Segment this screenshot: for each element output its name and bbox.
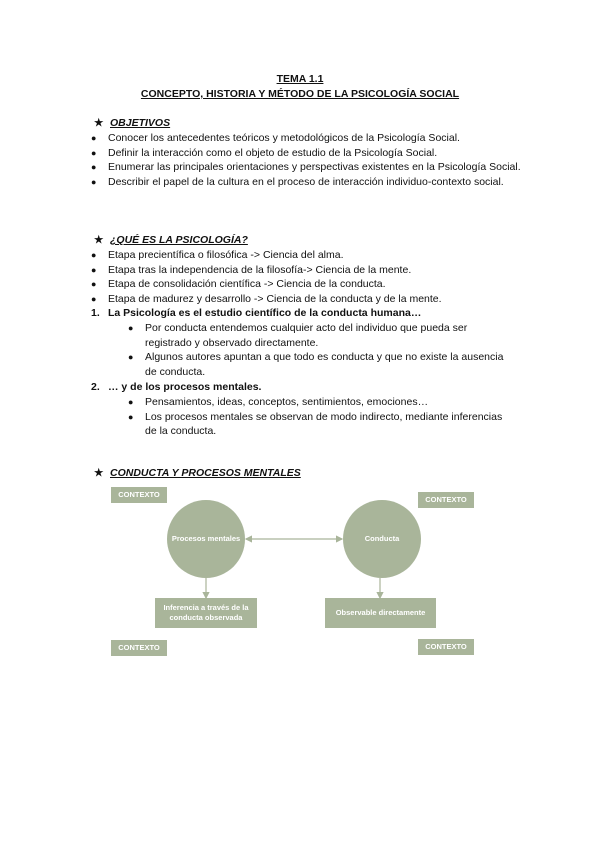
numbered-item-1: 1. La Psicología es el estudio científico de la conducta humana… — [91, 307, 422, 319]
numbered-2-sublist — [0, 395, 510, 439]
list-item: ● Por conducta entendemos cualquier acto del individuo que pueda ser registrado y observado directamente. — [128, 322, 468, 349]
context-box-top-right: CONTEXTO — [418, 492, 474, 508]
list-item: ● Conocer los antecedentes teóricos y metodológicos de la Psicología Social. — [91, 132, 460, 144]
box-inferencia: Inferencia a través de la conducta observada — [155, 598, 257, 628]
list-item: ● Enumerar las principales orientaciones y perspectivas existentes en la Psicología Social. — [91, 161, 521, 174]
list-item: ● Pensamientos, ideas, conceptos, sentimientos, emociones… — [128, 396, 429, 408]
list-item: ● Los procesos mentales se observan de modo indirecto, mediante inferencias de la conducta. — [128, 410, 503, 438]
section-objetivos-heading: ★ OBJETIVOS — [94, 117, 171, 129]
page-title: CONCEPTO, HISTORIA Y MÉTODO DE LA PSICOLOGÍA SOCIAL — [140, 88, 460, 100]
bullet-icon: ● — [91, 279, 97, 290]
objetivos-list — [0, 131, 528, 189]
bullet-icon: ● — [91, 147, 97, 158]
list-item: ● Describir el papel de la cultura en el proceso de interacción individuo-contexto social. — [91, 175, 504, 188]
etapas-list — [0, 248, 528, 306]
numbered-item-2: 2. … y de los procesos mentales. — [91, 381, 262, 393]
circle-procesos-mentales: Procesos mentales — [167, 500, 245, 578]
context-box-bottom-left: CONTEXTO — [111, 640, 167, 656]
list-item: ● Etapa de madurez y desarrollo -> Ciencia de la conducta y de la mente. — [91, 292, 442, 305]
list-item: ● Etapa tras la independencia de la filosofía-> Ciencia de la mente. — [91, 263, 412, 276]
bullet-icon: ● — [128, 323, 134, 333]
bullet-icon: ● — [128, 411, 134, 422]
bullet-icon: ● — [91, 250, 97, 260]
context-box-top-left: CONTEXTO — [111, 487, 167, 503]
box-observable: Observable directamente — [325, 598, 436, 628]
circle-conducta: Conducta — [343, 500, 421, 578]
numbered-1-sublist — [0, 321, 510, 379]
bullet-icon: ● — [91, 162, 97, 173]
bullet-icon: ● — [91, 264, 97, 275]
bullet-icon: ● — [91, 293, 97, 304]
section-conducta-heading: ★ CONDUCTA Y PROCESOS MENTALES — [94, 467, 301, 479]
bullet-icon: ● — [91, 176, 97, 187]
bullet-icon: ● — [128, 352, 134, 363]
list-item: ● Definir la interacción como el objeto de estudio de la Psicología Social. — [91, 146, 438, 159]
conducta-diagram — [0, 480, 600, 660]
diagram-arrows — [0, 480, 600, 660]
star-icon: ★ — [94, 467, 104, 479]
tema-label: TEMA 1.1 — [276, 73, 324, 85]
bullet-icon: ● — [91, 133, 97, 143]
star-icon: ★ — [94, 117, 104, 129]
context-box-bottom-right: CONTEXTO — [418, 639, 474, 655]
list-item: ● Algunos autores apuntan a que todo es conducta y que no existe la ausencia de conducta. — [128, 351, 504, 378]
star-icon: ★ — [94, 234, 104, 246]
section-que-es-heading: ★ ¿QUÉ ES LA PSICOLOGÍA? — [94, 234, 248, 246]
bullet-icon: ● — [128, 397, 134, 407]
list-item: ● Etapa precientífica o filosófica -> Ciencia del alma. — [91, 249, 344, 261]
list-item: ● Etapa de consolidación científica -> Ciencia de la conducta. — [91, 278, 386, 291]
